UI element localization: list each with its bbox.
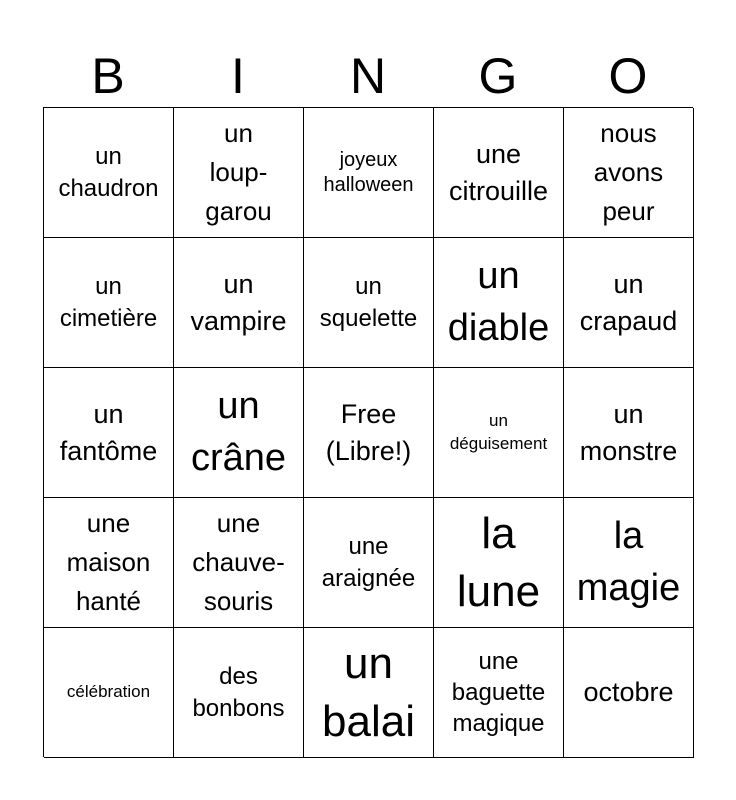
bingo-board [43,107,693,757]
bingo-cell[interactable] [44,238,174,368]
bingo-cell[interactable] [44,628,174,758]
cell-text: joyeux halloween [323,148,414,196]
bingo-cell[interactable] [564,108,694,238]
cell-text: la lune [456,509,541,616]
bingo-cell[interactable] [44,368,174,498]
bingo-header [43,48,693,104]
cell-text: octobre [583,677,674,708]
bingo-cell[interactable] [174,238,304,368]
cell-text: célébration [66,682,151,702]
cell-text: nous avons peur [593,118,664,226]
bingo-cell[interactable] [434,368,564,498]
bingo-cell[interactable] [304,108,434,238]
cell-text: un cimetière [59,273,158,332]
cell-text: des bonbons [192,663,285,722]
cell-text: un crâne [190,385,287,479]
bingo-cell[interactable] [174,628,304,758]
cell-text: Free (Libre!) [325,399,412,466]
bingo-cell[interactable] [564,498,694,628]
bingo-cell[interactable] [174,368,304,498]
bingo-cell[interactable] [44,108,174,238]
bingo-cell[interactable] [564,368,694,498]
cell-text: un vampire [190,269,287,336]
bingo-cell[interactable] [434,238,564,368]
cell-text: un déguisement [449,411,548,453]
header-letter-o: O [608,48,648,104]
cell-text: la magie [576,515,681,609]
bingo-cell[interactable] [174,498,304,628]
cell-text: un crapaud [579,269,678,336]
cell-text: une citrouille [448,139,549,206]
bingo-cell[interactable] [434,108,564,238]
header-letter-n: N [349,48,387,104]
cell-text: un chaudron [58,143,159,202]
cell-text: une araignée [321,533,416,592]
cell-text: une baguette magique [451,647,546,738]
bingo-cell[interactable] [304,498,434,628]
header-letter-g: G [478,48,518,104]
bingo-cell[interactable] [564,238,694,368]
bingo-cell[interactable] [434,628,564,758]
cell-text: une maison hanté [66,508,151,616]
bingo-cell[interactable] [174,108,304,238]
cell-text: un balai [322,639,415,746]
bingo-cell[interactable] [564,628,694,758]
cell-text: un squelette [319,273,418,332]
bingo-cell[interactable] [304,628,434,758]
cell-text: une chauve- souris [192,508,285,616]
bingo-cell[interactable] [44,498,174,628]
bingo-cell-free[interactable] [304,368,434,498]
header-letter-b: B [91,48,125,104]
cell-text: un monstre [579,399,678,466]
header-letter-i: I [231,48,245,104]
bingo-cell[interactable] [304,238,434,368]
cell-text: un diable [447,255,550,349]
cell-text: un fantôme [59,399,158,466]
cell-text: un loup- garou [205,118,272,226]
bingo-cell[interactable] [434,498,564,628]
